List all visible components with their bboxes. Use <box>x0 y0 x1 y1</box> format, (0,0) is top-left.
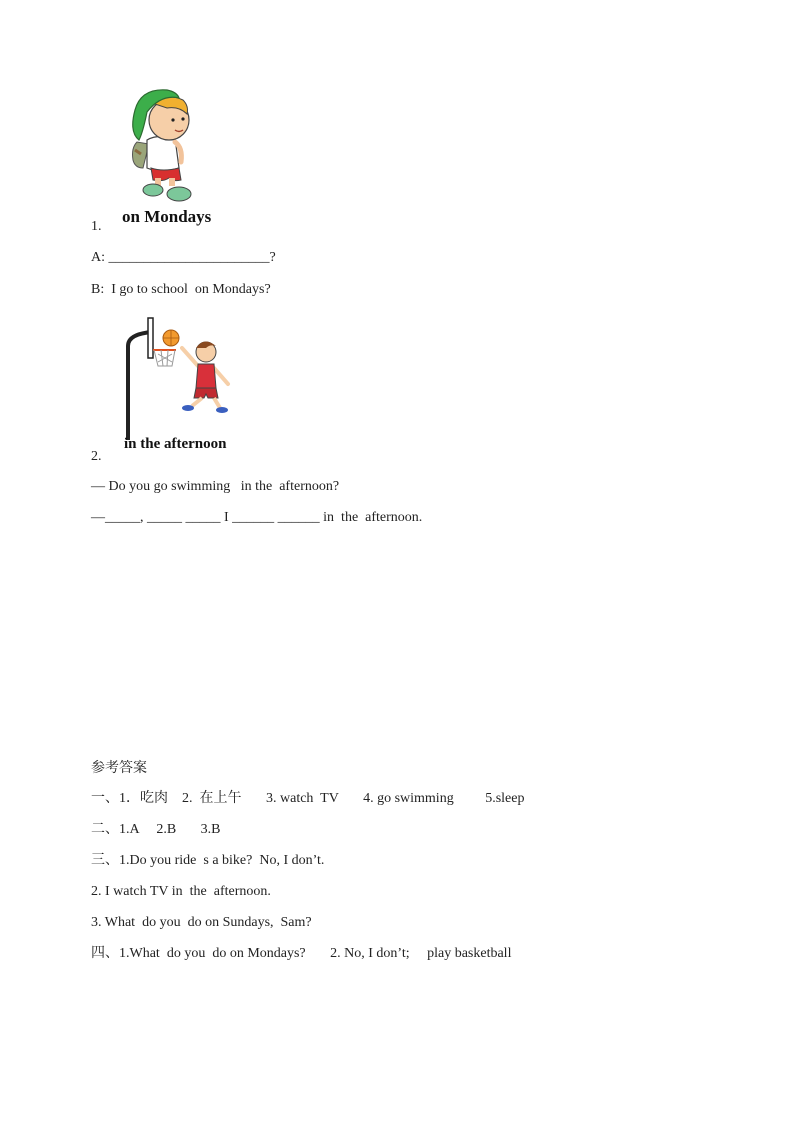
question-1-caption: on Mondays <box>122 207 212 226</box>
question-2-question: — Do you go swimming in the afternoon? <box>91 479 340 494</box>
question-1-line-a: A: _______________________? <box>91 250 276 265</box>
answer-key-line-6: 四、1.What do you do on Mondays? 2. No, I don’t; play basketball <box>91 946 512 961</box>
boy-backpack-illustration <box>125 84 205 206</box>
answer-key-line-3: 三、1.Do you ride s a bike? No, I don’t. <box>91 853 325 868</box>
answer-key-line-5: 3. What do you do on Sundays, Sam? <box>91 915 312 930</box>
question-2-answer: —_____, _____ _____ I ______ ______ in the afternoon. <box>91 510 423 525</box>
basketball-player-illustration <box>118 316 238 442</box>
answer-key-line-4: 2. I watch TV in the afternoon. <box>91 884 271 899</box>
question-1-line-b: B: I go to school on Mondays? <box>91 282 271 297</box>
question-2-caption: in the afternoon <box>124 436 227 452</box>
answer-key-heading: 参考答案 <box>91 760 147 776</box>
question-1-number: 1. <box>91 219 102 234</box>
answer-key-line-2: 二、1.A 2.B 3.B <box>91 822 221 837</box>
question-2-number: 2. <box>91 449 102 464</box>
answer-key-line-1: 一、1．吃肉 2. 在上午 3. watch TV 4. go swimming 5.sleep <box>91 791 525 806</box>
